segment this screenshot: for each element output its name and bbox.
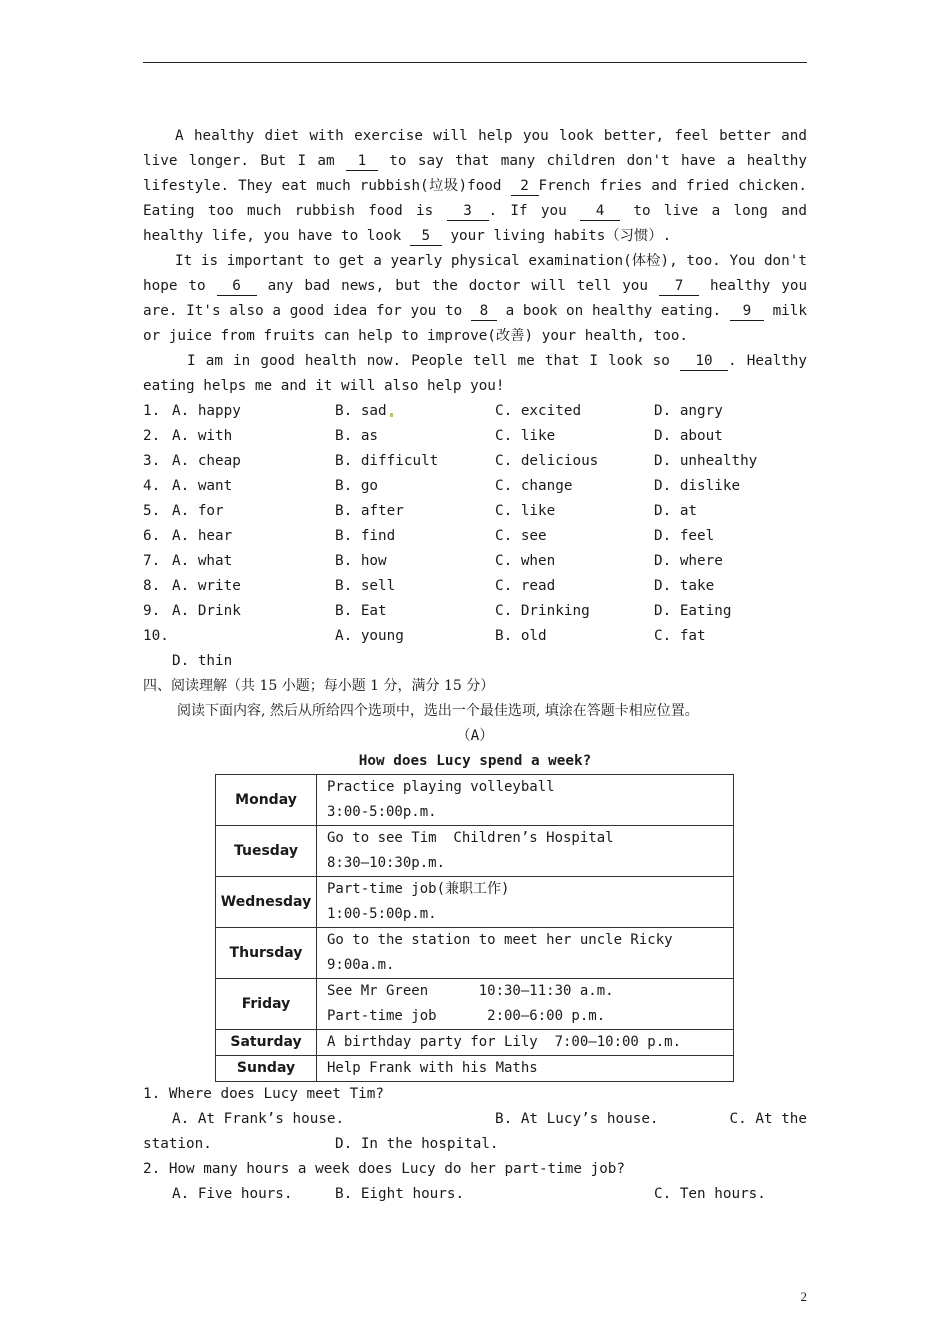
schedule-activity — [317, 877, 734, 928]
option-a: A. At Frank’s house. — [172, 1111, 345, 1127]
blank-1: 1 — [346, 152, 378, 171]
option-b: B. Eat — [335, 603, 387, 619]
option-number: 1. — [143, 403, 161, 419]
blank-7: 7 — [659, 277, 699, 296]
option-d: D. unhealthy — [654, 453, 758, 469]
schedule-table — [215, 774, 734, 1082]
passage-text: . If you — [488, 203, 567, 219]
schedule-activity — [317, 826, 734, 877]
option-c: C. like — [495, 428, 556, 444]
option-d: D. Eating — [654, 603, 732, 619]
passage-text: to say that many children don't have a healthy lifestyle. They eat much rubbish(垃圾)food — [143, 153, 807, 194]
schedule-activity-line: Help Frank with his Maths — [327, 1060, 538, 1076]
blank-6: 6 — [217, 277, 257, 296]
option-number: 6. — [143, 528, 161, 544]
passage-text: to live a long and healthy life, you have to look — [143, 203, 808, 244]
schedule-row — [216, 979, 734, 1030]
table-title: How does Lucy spend a week? — [358, 753, 592, 769]
option-d: D. at — [654, 503, 698, 519]
option-row-2 — [143, 424, 807, 449]
passage-text: any bad news, but the doctor will tell you — [267, 278, 649, 294]
schedule-activity-line: Go to the station to meet her uncle Ricky — [327, 932, 673, 948]
option-c: C. delicious — [495, 453, 599, 469]
option-d: D. feel — [654, 528, 715, 544]
option-a: A. cheap — [172, 453, 241, 469]
schedule-activity — [317, 928, 734, 979]
passage-text: healthy you are. It's also a good idea for you to — [143, 278, 808, 319]
schedule-day: Sunday — [216, 1056, 317, 1082]
option-c: C. when — [495, 553, 556, 569]
passage-paragraph-3 — [143, 349, 807, 399]
schedule-row — [216, 1030, 734, 1056]
schedule-activity-line: Go to see Tim Children’s Hospital — [327, 830, 614, 846]
blank-5: 5 — [410, 227, 442, 246]
option-number: 9. — [143, 603, 161, 619]
option-number: 8. — [143, 578, 161, 594]
schedule-activity-line: Part-time job 2:00—6:00 p.m. — [327, 1008, 606, 1024]
cloze-options — [143, 399, 807, 624]
option-row-3 — [143, 449, 807, 474]
header-rule — [143, 62, 807, 63]
schedule-day: Friday — [216, 979, 317, 1030]
option-c-cont: station. — [143, 1136, 212, 1152]
option-b: B. after — [335, 503, 404, 519]
schedule-day: Tuesday — [216, 826, 317, 877]
option-d: D. where — [654, 553, 723, 569]
schedule-row — [216, 1056, 734, 1082]
option-c: C. excited — [495, 403, 582, 419]
option-b: B. as — [335, 428, 379, 444]
passage-text: A healthy diet with exercise will help you look better, feel better and live longer. But I am — [143, 128, 807, 169]
option-c: C. read — [495, 578, 556, 594]
option-a: A. Drink — [172, 603, 241, 619]
option-b: B. sell — [335, 578, 396, 594]
schedule-activity-line: Part-time job(兼职工作) — [327, 881, 510, 897]
option-row-8 — [143, 574, 807, 599]
option-row-9 — [143, 599, 807, 624]
schedule-activity — [317, 1056, 734, 1082]
question-2: 2. How many hours a week does Lucy do her part-time job? — [143, 1161, 626, 1177]
section-instruction: 阅读下面内容, 然后从所给四个选项中，选出一个最佳选项, 填涂在答题卡相应位置。 — [177, 703, 699, 719]
option-number: 7. — [143, 553, 161, 569]
passage-text: a book on healthy eating. — [505, 303, 722, 319]
page-number: 2 — [800, 1289, 807, 1304]
schedule-row — [216, 928, 734, 979]
schedule-day: Monday — [216, 775, 317, 826]
option-c: C. At the — [729, 1111, 807, 1127]
option-row-10-cont — [143, 649, 807, 674]
blank-10: 10 — [680, 352, 728, 371]
option-number: 5. — [143, 503, 161, 519]
blank-4: 4 — [580, 202, 620, 221]
part-label: （A） — [456, 728, 494, 744]
option-b: B. how — [335, 553, 387, 569]
option-c: C. fat — [654, 628, 706, 644]
option-d: D. about — [654, 428, 723, 444]
schedule-activity-line: 8:30—10:30p.m. — [327, 855, 446, 871]
option-c: C. see — [495, 528, 547, 544]
schedule-activity-line: 1:00-5:00p.m. — [327, 906, 437, 922]
option-d: D. dislike — [654, 478, 741, 494]
question-2-options — [143, 1182, 807, 1207]
schedule-day: Thursday — [216, 928, 317, 979]
option-a: A. want — [172, 478, 233, 494]
option-b: B. At Lucy’s house. — [495, 1111, 659, 1127]
passage-paragraph-2 — [143, 249, 807, 349]
passage-paragraph-1 — [143, 124, 807, 249]
question-1: 1. Where does Lucy meet Tim? — [143, 1086, 385, 1102]
option-a: A. young — [335, 628, 404, 644]
option-number: 3. — [143, 453, 161, 469]
option-row-5 — [143, 499, 807, 524]
passage-text: It is important to get a yearly physical examination(体检), too. You don't hope to — [143, 253, 807, 294]
option-b: B. sad — [335, 399, 393, 424]
option-a: A. hear — [172, 528, 233, 544]
option-a: A. with — [172, 428, 233, 444]
option-a: A. what — [172, 553, 233, 569]
option-row-6 — [143, 524, 807, 549]
option-b: B. old — [495, 628, 547, 644]
option-row-4 — [143, 474, 807, 499]
question-1-options — [143, 1107, 807, 1132]
page-content — [143, 124, 807, 1207]
schedule-activity-line: See Mr Green 10:30—11:30 a.m. — [327, 983, 614, 999]
schedule-activity-line: A birthday party for Lily 7:00—10:00 p.m. — [327, 1034, 682, 1050]
option-row-10 — [143, 624, 807, 649]
option-b: B. Eight hours. — [335, 1186, 465, 1202]
option-b: B. difficult — [335, 453, 439, 469]
schedule-activity-line: 3:00-5:00p.m. — [327, 804, 437, 820]
blank-2: 2 — [511, 177, 539, 196]
option-b: B. find — [335, 528, 396, 544]
passage-text: your living habits（习惯）. — [450, 228, 672, 244]
option-number: 10. — [143, 628, 169, 644]
schedule-row — [216, 826, 734, 877]
option-d: D. angry — [654, 403, 723, 419]
option-number: 4. — [143, 478, 161, 494]
option-c: C. Ten hours. — [654, 1186, 766, 1202]
section-title: 四、阅读理解（共 15 小题；每小题 1 分，满分 15 分） — [143, 678, 495, 694]
blank-8: 8 — [471, 302, 497, 321]
passage-text: . Healthy eating helps me and it will also help you! — [143, 353, 808, 394]
passage-text: I am in good health now. People tell me that I look so — [187, 353, 670, 369]
option-row-1 — [143, 399, 807, 424]
question-1-options-cont — [143, 1132, 807, 1157]
passage-text: French fries and fried chicken. Eating too much rubbish food is — [143, 178, 807, 219]
option-c: C. change — [495, 478, 573, 494]
schedule-activity — [317, 979, 734, 1030]
schedule-activity-line: Practice playing volleyball — [327, 779, 555, 795]
option-b: B. go — [335, 478, 379, 494]
option-c: C. like — [495, 503, 556, 519]
option-d: D. take — [654, 578, 715, 594]
option-number: 2. — [143, 428, 161, 444]
option-c: C. Drinking — [495, 603, 590, 619]
schedule-activity-line: 9:00a.m. — [327, 957, 395, 973]
blank-9: 9 — [730, 302, 764, 321]
schedule-activity — [317, 775, 734, 826]
blank-3: 3 — [447, 202, 489, 221]
option-a: A. write — [172, 578, 241, 594]
passage-text: milk or juice from fruits can help to improve(改善) your health, too. — [143, 303, 808, 344]
option-d: D. In the hospital. — [335, 1136, 499, 1152]
ink-mark — [390, 413, 393, 417]
schedule-row — [216, 775, 734, 826]
schedule-activity — [317, 1030, 734, 1056]
option-d: D. thin — [172, 653, 233, 669]
schedule-day: Saturday — [216, 1030, 317, 1056]
option-a: A. for — [172, 503, 224, 519]
option-a: A. happy — [172, 403, 241, 419]
schedule-day: Wednesday — [216, 877, 317, 928]
option-row-7 — [143, 549, 807, 574]
option-a: A. Five hours. — [172, 1186, 293, 1202]
schedule-row — [216, 877, 734, 928]
